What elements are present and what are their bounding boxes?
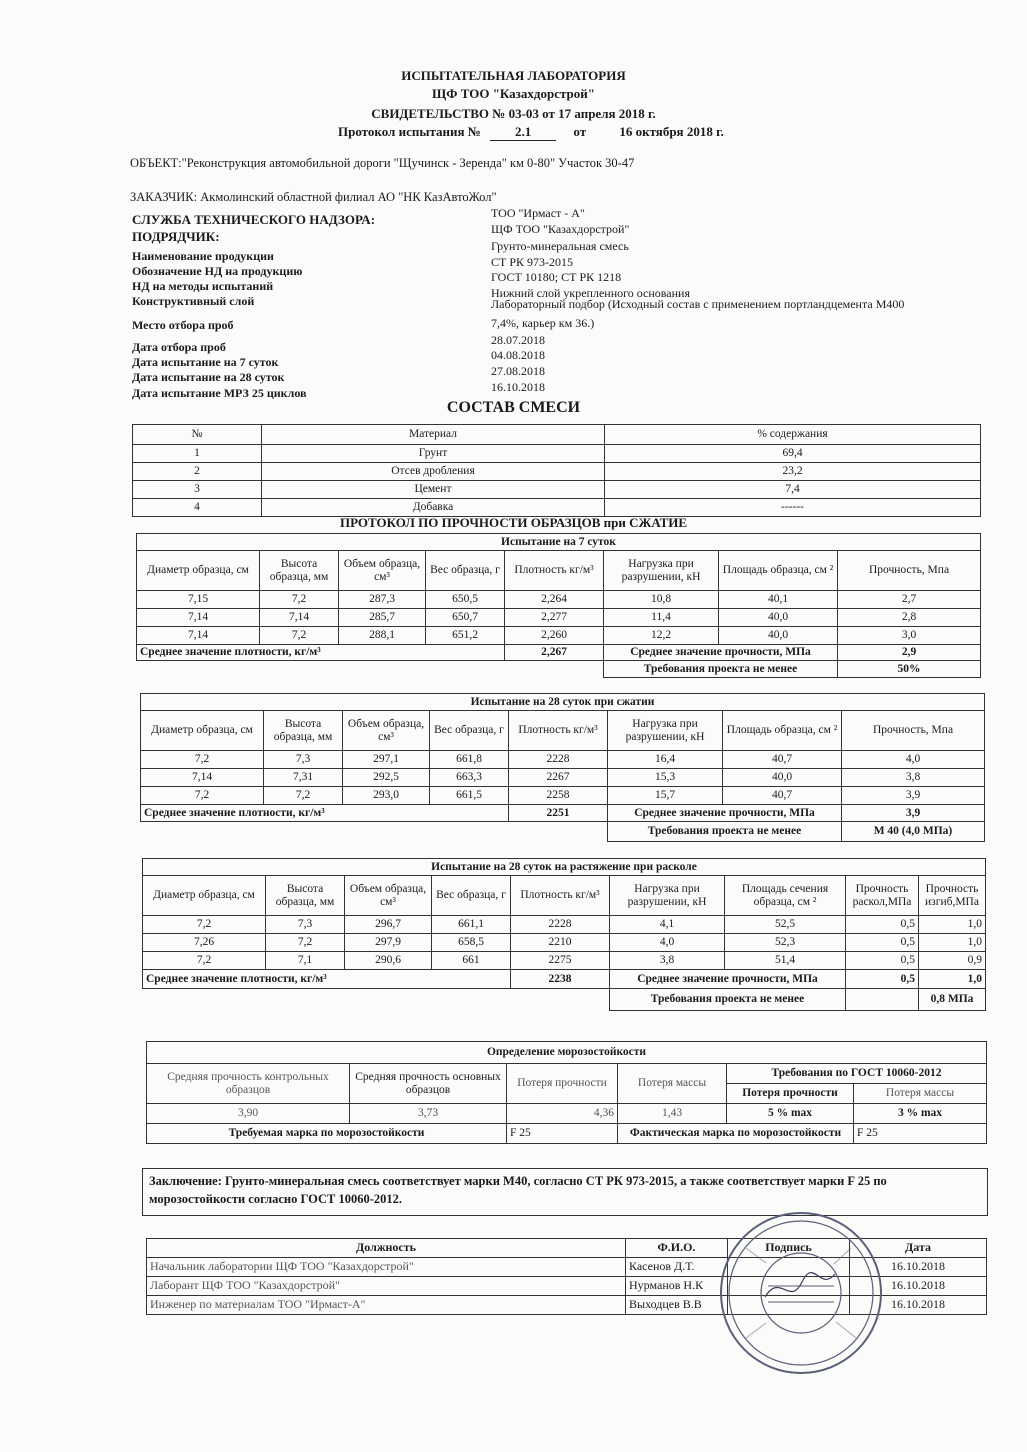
cell: 3,9 <box>842 787 985 805</box>
cell: 7,14 <box>137 609 260 627</box>
cell: 297,9 <box>345 934 432 952</box>
cell: 0,9 <box>919 952 986 970</box>
mix-percent: ------ <box>605 499 981 517</box>
cell: 2,7 <box>838 591 981 609</box>
frost-v-loss-strength: 4,36 <box>507 1104 618 1124</box>
t7-h-height: Высота образца, мм <box>260 551 339 591</box>
cell: 7,14 <box>260 609 339 627</box>
test7-date-value: 04.08.2018 <box>491 348 545 362</box>
table-row <box>137 591 981 609</box>
cell: 40,0 <box>723 769 842 787</box>
cell: 7,2 <box>260 591 339 609</box>
sig-date: 16.10.2018 <box>850 1277 987 1296</box>
sig-h-name: Ф.И.О. <box>626 1239 728 1258</box>
strength-title: ПРОТОКОЛ ПО ПРОЧНОСТИ ОБРАЗЦОВ при СЖАТИЕ <box>339 515 688 530</box>
cell: 1,0 <box>919 916 986 934</box>
layer-label: Конструктивный слой <box>132 294 255 308</box>
test28-date-label: Дата испытание на 28 суток <box>132 370 285 384</box>
frost-req-grade-label: Требуемая марка по морозостойкости <box>147 1124 507 1144</box>
t28c-h-volume: Объем образца, см³ <box>343 711 430 751</box>
cell: 7,14 <box>137 627 260 645</box>
cell: 296,7 <box>345 916 432 934</box>
sig-date: 16.10.2018 <box>850 1296 987 1315</box>
mix-percent: 23,2 <box>605 463 981 481</box>
frost-v-control: 3,90 <box>147 1104 350 1124</box>
cell: 2258 <box>509 787 608 805</box>
t7-h-volume: Объем образца, см³ <box>339 551 426 591</box>
t28t-avg-strength-label: Среднее значение прочности, МПа <box>610 970 846 989</box>
lab-title: ИСПЫТАТЕЛЬНАЯ ЛАБОРАТОРИЯ <box>401 68 626 83</box>
cell: 7,2 <box>141 751 264 769</box>
methods-value: ГОСТ 10180; СТ РК 1218 <box>491 270 622 284</box>
frost-title: Определение морозостойкости <box>147 1042 987 1064</box>
t28c-h-height: Высота образца, мм <box>264 711 343 751</box>
test7-date-label: Дата испытание на 7 суток <box>132 355 279 369</box>
cell: 661,1 <box>432 916 511 934</box>
table-row <box>141 751 985 769</box>
protocol-label: Протокол испытания № <box>338 124 481 139</box>
t7-req-label: Требования проекта не менее <box>604 661 838 678</box>
t28c-h-load: Нагрузка при разрушении, кН <box>608 711 723 751</box>
cell: 2,260 <box>505 627 604 645</box>
cell: 2228 <box>509 751 608 769</box>
cell: 16,4 <box>608 751 723 769</box>
frost-v-gost-strength: 5 % max <box>727 1104 854 1124</box>
t28c-avg-density: 2251 <box>509 805 608 822</box>
test-28-days-tension-table <box>142 858 986 1011</box>
t28t-avg-split: 0,5 <box>846 970 919 989</box>
methods-label: НД на методы испытаний <box>132 279 274 293</box>
cell: 2,8 <box>838 609 981 627</box>
cell: 52,5 <box>725 916 846 934</box>
cell: 290,6 <box>345 952 432 970</box>
cell: 2267 <box>509 769 608 787</box>
cell: 0,5 <box>846 916 919 934</box>
protocol-date: 16 октября 2018 г. <box>619 124 724 139</box>
t28t-req: 0,8 МПа <box>919 989 986 1011</box>
t28t-avg-density-label: Среднее значение плотности, кг/м³ <box>143 970 511 989</box>
cell: 2210 <box>511 934 610 952</box>
cell: 3,0 <box>838 627 981 645</box>
table-row <box>137 627 981 645</box>
cell: 651,2 <box>426 627 505 645</box>
t7-req: 50% <box>838 661 981 678</box>
cell: 7,2 <box>264 787 343 805</box>
mrz-date-label: Дата испытание МРЗ 25 циклов <box>132 386 307 400</box>
test-7-days-table <box>136 533 981 678</box>
cell: 0,5 <box>846 952 919 970</box>
mix-no: 2 <box>133 463 262 481</box>
nd-label: Обозначение НД на продукцию <box>132 264 303 278</box>
t28c-avg-strength-label: Среднее значение прочности, МПа <box>608 805 842 822</box>
cell: 658,5 <box>432 934 511 952</box>
contractor-value: ЩФ ТОО "Казахдорстрой" <box>491 222 630 236</box>
mix-row <box>133 445 981 463</box>
mix-row <box>133 463 981 481</box>
place-value-2: 7,4%, карьер км 36.) <box>491 316 595 330</box>
table-row <box>147 1104 987 1124</box>
cell: 287,3 <box>339 591 426 609</box>
cell: 10,8 <box>604 591 719 609</box>
sig-date: 16.10.2018 <box>850 1258 987 1277</box>
t28c-title: Испытание на 28 суток при сжатии <box>141 694 985 711</box>
cell: 7,15 <box>137 591 260 609</box>
mix-row <box>133 481 981 499</box>
cell: 15,3 <box>608 769 723 787</box>
t28t-title: Испытание на 28 суток на растяжение при расколе <box>143 859 986 876</box>
cell: 650,7 <box>426 609 505 627</box>
cell: 40,7 <box>723 751 842 769</box>
certificate: СВИДЕТЕЛЬСТВО № 03-03 от 17 апреля 2018 г. <box>371 106 656 121</box>
org-name: ЩФ ТОО "Казахдорстрой" <box>432 86 595 101</box>
mix-header-material: Материал <box>262 425 605 445</box>
t28t-h-split: Прочность раскол,МПа <box>846 876 919 916</box>
sig-h-date: Дата <box>850 1239 987 1258</box>
cell: 650,5 <box>426 591 505 609</box>
test28-date-value: 27.08.2018 <box>491 364 545 378</box>
mix-material: Цемент <box>262 481 605 499</box>
t7-h-density: Плотность кг/м³ <box>505 551 604 591</box>
cell: 7,26 <box>143 934 266 952</box>
cell: 7,3 <box>264 751 343 769</box>
cell: 288,1 <box>339 627 426 645</box>
place-label: Место отбора проб <box>132 318 234 332</box>
signature-scribble-icon <box>760 1262 840 1312</box>
cell: 297,1 <box>343 751 430 769</box>
t28t-h-load: Нагрузка при разрушении, кН <box>610 876 725 916</box>
t28c-req-label: Требования проекта не менее <box>608 822 842 842</box>
frost-h-main: Средняя прочность основных образцов <box>350 1064 507 1104</box>
protocol-from: от <box>573 124 587 139</box>
t28t-h-weight: Вес образца, г <box>432 876 511 916</box>
supervision-label: СЛУЖБА ТЕХНИЧЕСКОГО НАДЗОРА: <box>132 212 376 227</box>
cell: 1,0 <box>919 934 986 952</box>
protocol-number: 2.1 <box>490 124 556 141</box>
t28c-req: М 40 (4,0 МПа) <box>842 822 985 842</box>
cell: 7,14 <box>141 769 264 787</box>
mix-material: Грунт <box>262 445 605 463</box>
cell: 661,8 <box>430 751 509 769</box>
contractor-label: ПОДРЯДЧИК: <box>132 229 220 244</box>
cell: 4,1 <box>610 916 725 934</box>
supervision-value: ТОО "Ирмаст - А" <box>491 206 585 220</box>
cell: 2,264 <box>505 591 604 609</box>
layer-value: Нижний слой укрепленного основания <box>491 286 690 300</box>
cell: 12,2 <box>604 627 719 645</box>
conclusion: Заключение: Грунто-минеральная смесь соответствует марки М40, согласно СТ РК 973-2015, а также соответствует марки F 25 по морозостойкости согласно ГОСТ 10060-2012. <box>142 1168 988 1216</box>
cell: 7,1 <box>266 952 345 970</box>
test-28-days-compression-table <box>140 693 985 842</box>
frost-v-gost-mass: 3 % max <box>854 1104 987 1124</box>
sig-position: Лаборант ЩФ ТОО "Казахдорстрой" <box>147 1277 626 1296</box>
object-line: ОБЪЕКТ:"Реконструкция автомобильной дороги "Щучинск - Зеренда" км 0-80" Участок 30-47 <box>130 156 635 170</box>
cell: 40,0 <box>719 609 838 627</box>
t7-avg-strength: 2,9 <box>838 645 981 661</box>
cell: 4,0 <box>842 751 985 769</box>
sig-h-signature: Подпись <box>728 1239 850 1258</box>
mix-no: 3 <box>133 481 262 499</box>
t28c-avg-density-label: Среднее значение плотности, кг/м³ <box>141 805 509 822</box>
t28t-req-label: Требования проекта не менее <box>610 989 846 1011</box>
cell: 663,3 <box>430 769 509 787</box>
t28c-h-weight: Вес образца, г <box>430 711 509 751</box>
frost-v-loss-mass: 1,43 <box>618 1104 727 1124</box>
t28t-h-volume: Объем образца, см³ <box>345 876 432 916</box>
frost-h-control: Средняя прочность контрольных образцов <box>147 1064 350 1104</box>
t7-h-weight: Вес образца, г <box>426 551 505 591</box>
t28t-h-area: Площадь сечения образца, см ² <box>725 876 846 916</box>
cell: 7,2 <box>141 787 264 805</box>
cell: 15,7 <box>608 787 723 805</box>
cell: 7,2 <box>143 952 266 970</box>
place-value-1: Лабораторный подбор (Исходный состав с применением портландцемента М400 <box>491 297 905 311</box>
cell: 293,0 <box>343 787 430 805</box>
customer-line: ЗАКАЗЧИК: Акмолинский областной филиал АО "НК КазАвтоЖол" <box>130 190 497 204</box>
nd-value: СТ РК 973-2015 <box>491 255 574 269</box>
table-row <box>143 952 986 970</box>
t7-title: Испытание на 7 суток <box>137 534 981 551</box>
t7-h-load: Нагрузка при разрушении, кН <box>604 551 719 591</box>
mix-percent: 69,4 <box>605 445 981 463</box>
table-row <box>141 787 985 805</box>
cell: 292,5 <box>343 769 430 787</box>
cell: 2275 <box>511 952 610 970</box>
cell: 11,4 <box>604 609 719 627</box>
mix-material: Отсев дробления <box>262 463 605 481</box>
cell: 2228 <box>511 916 610 934</box>
t28t-avg-bend: 1,0 <box>919 970 986 989</box>
t28t-h-diameter: Диаметр образца, см <box>143 876 266 916</box>
cell: 3,8 <box>610 952 725 970</box>
t7-h-strength: Прочность, Мпа <box>838 551 981 591</box>
t28c-h-diameter: Диаметр образца, см <box>141 711 264 751</box>
cell: 51,4 <box>725 952 846 970</box>
table-row <box>143 916 986 934</box>
cell: 7,2 <box>143 916 266 934</box>
frost-v-main: 3,73 <box>350 1104 507 1124</box>
frost-h-gost-mass: Потеря массы <box>854 1084 987 1104</box>
mix-no: 1 <box>133 445 262 463</box>
cell: 52,3 <box>725 934 846 952</box>
table-row <box>143 934 986 952</box>
frost-fact-grade: F 25 <box>854 1124 987 1144</box>
sig-position: Начальник лаборатории ЩФ ТОО "Казахдорстрой" <box>147 1258 626 1277</box>
t28c-h-strength: Прочность, Мпа <box>842 711 985 751</box>
t28t-h-height: Высота образца, мм <box>266 876 345 916</box>
cell: 2,277 <box>505 609 604 627</box>
cell: 661,5 <box>430 787 509 805</box>
product-label: Наименование продукции <box>132 249 274 263</box>
sig-name: Выходцев В.В <box>626 1296 728 1315</box>
mix-percent: 7,4 <box>605 481 981 499</box>
frost-h-gost: Требования по ГОСТ 10060-2012 <box>727 1064 987 1084</box>
frost-h-loss-strength: Потеря прочности <box>507 1064 618 1104</box>
t7-h-area: Площадь образца, см ² <box>719 551 838 591</box>
mix-row <box>133 499 981 517</box>
t28t-avg-density: 2238 <box>511 970 610 989</box>
cell: 7,3 <box>266 916 345 934</box>
cell: 7,2 <box>260 627 339 645</box>
cell: 4,0 <box>610 934 725 952</box>
cell: 40,1 <box>719 591 838 609</box>
mix-table <box>132 424 981 517</box>
table-row <box>137 609 981 627</box>
frost-h-gost-strength: Потеря прочности <box>727 1084 854 1104</box>
frost-h-loss-mass: Потеря массы <box>618 1064 727 1104</box>
mix-header-no: № <box>133 425 262 445</box>
t28c-h-density: Плотность кг/м³ <box>509 711 608 751</box>
cell: 661 <box>432 952 511 970</box>
sig-position: Инженер по материалам ТОО "Ирмаст-А" <box>147 1296 626 1315</box>
t28c-h-area: Площадь образца, см ² <box>723 711 842 751</box>
cell: 0,5 <box>846 934 919 952</box>
cell: 40,0 <box>719 627 838 645</box>
mrz-date-value: 16.10.2018 <box>491 380 545 394</box>
t28t-h-density: Плотность кг/м³ <box>511 876 610 916</box>
sample-date-value: 28.07.2018 <box>491 333 545 347</box>
frost-resistance-table <box>146 1041 987 1144</box>
t7-avg-density: 2,267 <box>505 645 604 661</box>
sig-h-position: Должность <box>147 1239 626 1258</box>
frost-req-grade: F 25 <box>507 1124 618 1144</box>
cell: 3,8 <box>842 769 985 787</box>
t28t-h-bend: Прочность изгиб,МПа <box>919 876 986 916</box>
product-value: Грунто-минеральная смесь <box>491 239 629 253</box>
cell: 7,31 <box>264 769 343 787</box>
protocol-line <box>338 124 724 141</box>
cell: 7,2 <box>266 934 345 952</box>
t28c-avg-strength: 3,9 <box>842 805 985 822</box>
sig-name: Касенов Д.Т. <box>626 1258 728 1277</box>
frost-fact-grade-label: Фактическая марка по морозостойкости <box>618 1124 854 1144</box>
t7-avg-strength-label: Среднее значение прочности, МПа <box>604 645 838 661</box>
mix-title: СОСТАВ СМЕСИ <box>446 399 581 416</box>
sample-date-label: Дата отбора проб <box>132 340 226 354</box>
t7-h-diameter: Диаметр образца, см <box>137 551 260 591</box>
cell: 40,7 <box>723 787 842 805</box>
mix-material: Добавка <box>262 499 605 517</box>
mix-header-percent: % содержания <box>605 425 981 445</box>
mix-no: 4 <box>133 499 262 517</box>
table-row <box>141 769 985 787</box>
cell: 285,7 <box>339 609 426 627</box>
sig-name: Нурманов Н.К <box>626 1277 728 1296</box>
t7-avg-density-label: Среднее значение плотности, кг/м³ <box>137 645 505 661</box>
